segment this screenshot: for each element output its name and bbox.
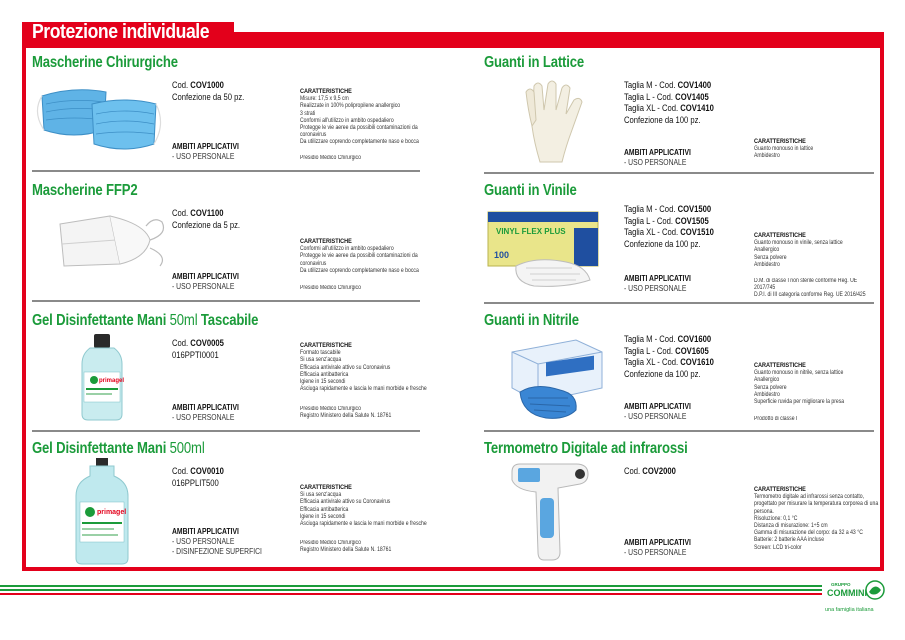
characteristics: CARATTERISTICHE Misure: 17,5 x 9,5 cm Realizzate in 100% polipropilene anallergico 3 strati Conformi all'utilizzo in ambito ospedaliero Protegge le vie aeree da possibili contaminazioni da coronavirus Da utilizzare coprendo completamente naso e bocca (300, 88, 419, 146)
section-gloves-latex (484, 54, 876, 174)
box-count-label: 100 (494, 250, 510, 260)
ir-thermometer-image (506, 458, 596, 566)
certification-note: D.M. di classe I non sterile conforme Reg. UE 2017/745 D.P.I. di III categoria conforme Reg. UE 2016/425 (754, 278, 866, 299)
size-codes: Taglia M - Cod. COV1500 Taglia L - Cod. COV1505 Taglia XL - Cod. COV1510 Confezione da 100 pz. (624, 204, 714, 249)
footer-stripe-red (0, 593, 822, 595)
commini-logo (825, 578, 885, 618)
bottle-brand-label: primagel (99, 378, 125, 384)
section-title: Guanti in Lattice (484, 54, 585, 71)
size-codes: Taglia M - Cod. COV1600 Taglia L - Cod. COV1605 Taglia XL - Cod. COV1610 Confezione da 100 pz. (624, 334, 714, 379)
application-areas: AMBITI APPLICATIVI - USO PERSONALE (624, 274, 691, 293)
characteristics: CARATTERISTICHE Guanto monouso in vinile, senza lattice Anallergico Senza polvere Ambidestro (754, 232, 843, 268)
section-masks-surgical (32, 54, 422, 174)
section-divider (484, 430, 874, 432)
characteristics: CARATTERISTICHE Guanto monouso in lattice Ambidestro (754, 138, 814, 160)
characteristics: CARATTERISTICHE Guanto monouso in nitrile, senza lattice Anallergico Senza polvere Ambidestro Superficie ruvida per migliorare la presa (754, 362, 845, 406)
surgical-mask-image (34, 78, 164, 158)
box-brand-label: VINYL FLEX PLUS (496, 227, 566, 236)
product-code: Cod. COV1100 Confezione da 5 pz. (172, 208, 241, 230)
medical-note: Presidio Medico Chirurgico Registro Ministero della Salute N. 18761 (300, 540, 392, 554)
section-masks-ffp2 (32, 182, 422, 302)
section-divider (32, 300, 420, 302)
logo-group-label: GRUPPO (831, 582, 851, 587)
section-divider (32, 430, 420, 432)
section-title: Termometro Digitale ad infrarossi (484, 440, 688, 457)
medical-note: Presidio Medico Chirurgico (300, 155, 361, 161)
section-title: Guanti in Vinile (484, 182, 577, 199)
footer-stripes (0, 585, 822, 599)
section-divider (32, 170, 420, 172)
footer-stripe-green (0, 585, 822, 587)
medical-note: Presidio Medico Chirurgico Registro Ministero della Salute N. 18761 (300, 406, 392, 420)
characteristics: CARATTERISTICHE Si usa senz'acqua Efficacia antivirale attivo su Coronavirus Efficacia antibatterica Igiene in 15 secondi Asciuga rapidamente e lascia le mani morbide e fresche (300, 484, 427, 528)
bottle-brand-label: primagel (97, 509, 127, 516)
section-title: Mascherine Chirurgiche (32, 54, 178, 71)
product-code: Cod. COV2000 (624, 466, 676, 476)
section-gel-50ml (32, 312, 427, 432)
application-areas: AMBITI APPLICATIVI - USO PERSONALE (624, 538, 691, 557)
section-gloves-nitrile (484, 312, 876, 432)
gel-bottle-large-image (70, 458, 134, 568)
application-areas: AMBITI APPLICATIVI - USO PERSONALE (172, 142, 239, 161)
section-title: Guanti in Nitrile (484, 312, 579, 329)
product-code: Cod. COV0005 016PPTI0001 (172, 338, 224, 360)
product-code: Cod. COV0010 016PPLIT500 (172, 466, 224, 488)
section-title: Gel Disinfettante Mani 50ml Tascabile (32, 312, 259, 329)
characteristics: CARATTERISTICHE Conformi all'utilizzo in ambito ospedaliero Protegge le vie aeree da possibili contaminazioni da coronavirus Da utilizzare coprendo completamente naso e bocca (300, 238, 419, 274)
characteristics: CARATTERISTICHE Termometro digitale ad infrarossi senza contatto, progettato per misurare la temperatura corporea di una persona. Risoluzione: 0,1 °C Distanza di misurazione: 1÷5 cm Gamma di misurazione del corpo: da 32 a 43 °C Batterie: 2 batterie AAA incluse Screen: LCD tri-color (754, 486, 879, 551)
logo-tagline: una famiglia italiana (825, 607, 874, 613)
class-note: Prodotto di classe I (754, 416, 798, 422)
application-areas: AMBITI APPLICATIVI - USO PERSONALE - DISINFEZIONE SUPERFICI (172, 527, 262, 556)
application-areas: AMBITI APPLICATIVI - USO PERSONALE (172, 272, 239, 291)
product-code: Cod. COV1000 Confezione da 50 pz. (172, 80, 245, 102)
logo-name: COMMINI (827, 588, 867, 598)
ffp2-mask-image (50, 204, 170, 284)
page-title: Protezione individuale (32, 21, 210, 43)
section-title: Gel Disinfettante Mani 500ml (32, 440, 205, 457)
section-divider (484, 172, 874, 174)
gel-bottle-small-image (72, 332, 132, 422)
size-codes: Taglia M - Cod. COV1400 Taglia L - Cod. COV1405 Taglia XL - Cod. COV1410 Confezione da 100 pz. (624, 80, 714, 125)
section-gel-500ml (32, 440, 427, 570)
application-areas: AMBITI APPLICATIVI - USO PERSONALE (172, 403, 239, 422)
section-gloves-vinyl (484, 182, 876, 302)
characteristics: CARATTERISTICHE Formato tascabile Si usa senz'acqua Efficacia antivirale attivo su Coronavirus Efficacia antibatterica Igiene in 15 secondi Asciuga rapidamente e lascia le mani morbide e fresche (300, 342, 427, 393)
section-divider (484, 302, 874, 304)
footer-stripe-green-2 (0, 589, 822, 591)
section-title: Mascherine FFP2 (32, 182, 138, 199)
application-areas: AMBITI APPLICATIVI - USO PERSONALE (624, 148, 691, 167)
application-areas: AMBITI APPLICATIVI - USO PERSONALE (624, 402, 691, 421)
section-thermometer (484, 440, 879, 568)
nitrile-gloves-box-image (506, 332, 606, 424)
vinyl-gloves-box-image (486, 206, 604, 296)
latex-glove-image (504, 76, 604, 168)
title-tab-edge (230, 22, 884, 36)
medical-note: Presidio Medico Chirurgico (300, 285, 361, 291)
